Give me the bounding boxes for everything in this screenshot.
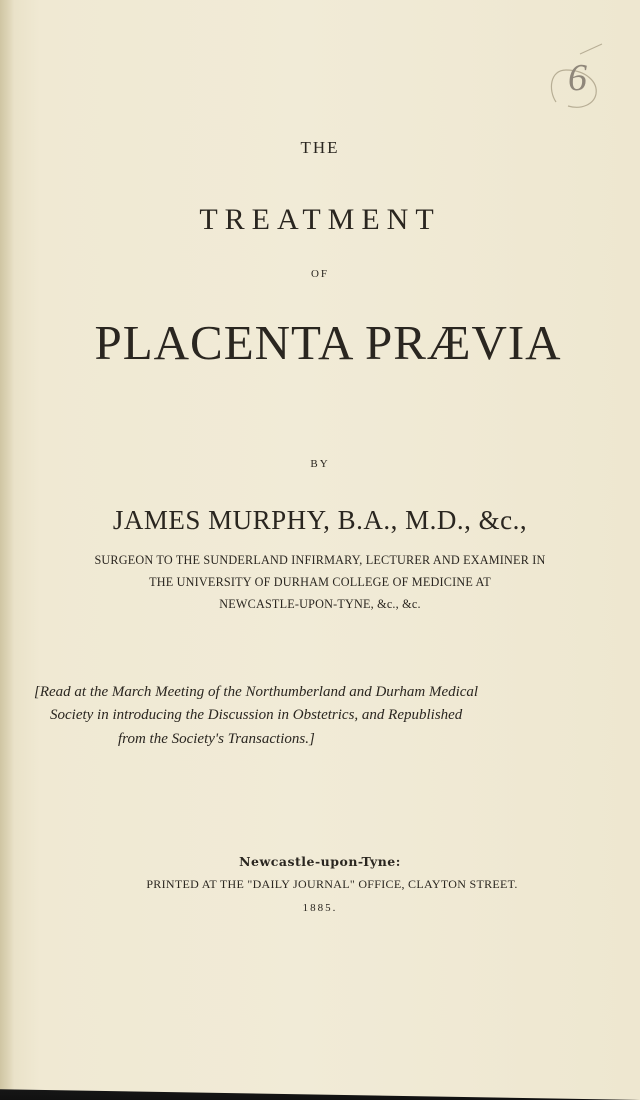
title-by: BY — [310, 458, 330, 470]
page-edge-shadow — [0, 1082, 640, 1100]
page-spine-shadow — [0, 0, 14, 1100]
pencil-number: 6 — [568, 57, 587, 99]
imprint-place: Newcastle-upon-Tyne: — [239, 854, 401, 869]
title-treatment: TREATMENT — [199, 203, 441, 236]
pencil-number-mark — [546, 40, 606, 110]
title-of: OF — [310, 268, 330, 280]
publication-note-line: from the Society's Transactions.] — [118, 731, 315, 747]
author-credentials-line: THE UNIVERSITY OF DURHAM COLLEGE OF MEDICINE AT — [149, 575, 491, 589]
publication-note-line: [Read at the March Meeting of the Northumberland and Durham Medical — [34, 684, 479, 700]
author-credentials-line: NEWCASTLE-UPON-TYNE, &c., &c. — [219, 597, 421, 611]
publication-note-line: Society in introducing the Discussion in Obstetrics, and Republished — [50, 707, 463, 723]
imprint-year: 1885. — [302, 902, 338, 914]
imprint-printer: PRINTED AT THE "DAILY JOURNAL" OFFICE, CLAYTON STREET. — [146, 877, 518, 891]
title-subject: PLACENTA PRÆVIA — [94, 315, 562, 370]
author-credentials-line: SURGEON TO THE SUNDERLAND INFIRMARY, LECTURER AND EXAMINER IN — [94, 553, 546, 567]
title-the: THE — [300, 138, 340, 157]
author-name: JAMES MURPHY, B.A., M.D., &c., — [112, 505, 528, 535]
